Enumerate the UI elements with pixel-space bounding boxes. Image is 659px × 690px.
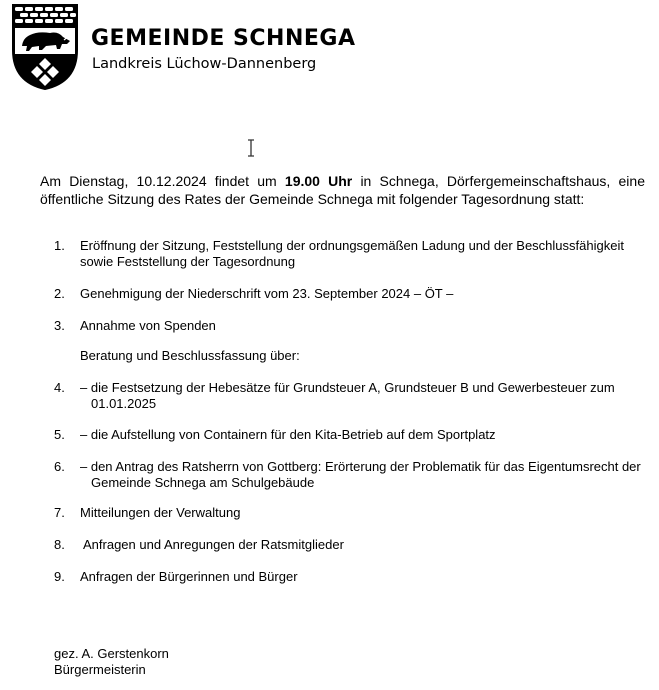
district-name: Landkreis Lüchow-Dannenberg: [92, 56, 317, 72]
agenda-item-number: 3.: [54, 318, 65, 333]
announcement-text-cont: in Schnega, Dörfergemeinschaftshaus, eine öffentliche Sitzung des Rates der Gemeinde Schnega mit folgender Tagesordnung statt:: [40, 173, 645, 207]
letterhead: [12, 4, 652, 94]
agenda-item-number: 6.: [54, 459, 65, 474]
agenda-item-text: Eröffnung der Sitzung, Feststellung der ordnungsgemäßen Ladung und der Beschlussfähigkeit sowie Feststellung der Tagesordnung: [80, 238, 624, 269]
agenda-item-text: – die Aufstellung von Containern für den Kita-Betrieb auf dem Sportplatz: [80, 427, 496, 442]
agenda-item-number: 7.: [54, 505, 65, 520]
coat-of-arms-boar-icon: [12, 4, 78, 90]
announcement-text: Am Dienstag, 10.12.2024 findet um: [40, 173, 285, 189]
agenda-item-text: Anfragen der Bürgerinnen und Bürger: [80, 569, 298, 584]
meeting-announcement: [40, 172, 645, 208]
signature-title: Bürgermeisterin: [54, 662, 146, 677]
signature-name: gez. A. Gerstenkorn: [54, 646, 169, 661]
agenda-item-number: 8.: [54, 537, 65, 552]
agenda-item-text: Genehmigung der Niederschrift vom 23. September 2024 – ÖT –: [80, 286, 454, 301]
agenda-item-number: 1.: [54, 238, 65, 253]
municipality-name: GEMEINDE SCHNEGA: [91, 26, 356, 51]
agenda-item-number: 4.: [54, 380, 65, 395]
text-cursor-icon: [246, 139, 256, 157]
agenda-item-number: 5.: [54, 427, 65, 442]
agenda-item-text: Anfragen und Anregungen der Ratsmitglieder: [83, 537, 344, 552]
agenda-item-text: Mitteilungen der Verwaltung: [80, 505, 241, 520]
meeting-time: 19.00 Uhr: [284, 173, 353, 189]
signature-block: [54, 646, 169, 678]
agenda-subheading: Beratung und Beschlussfassung über:: [80, 348, 300, 363]
agenda-item-number: 2.: [54, 286, 65, 301]
agenda-item-text: – die Festsetzung der Hebesätze für Grundsteuer A, Grundsteuer B und Gewerbesteuer zum 01.01.2025: [80, 380, 615, 411]
agenda-item-number: 9.: [54, 569, 65, 584]
agenda-item-text: Annahme von Spenden: [80, 318, 216, 333]
agenda-item-text: – den Antrag des Ratsherrn von Gottberg: Erörterung der Problematik für das Eigentumsrecht der Gemeinde Schnega am Schulgebäude: [80, 459, 641, 490]
